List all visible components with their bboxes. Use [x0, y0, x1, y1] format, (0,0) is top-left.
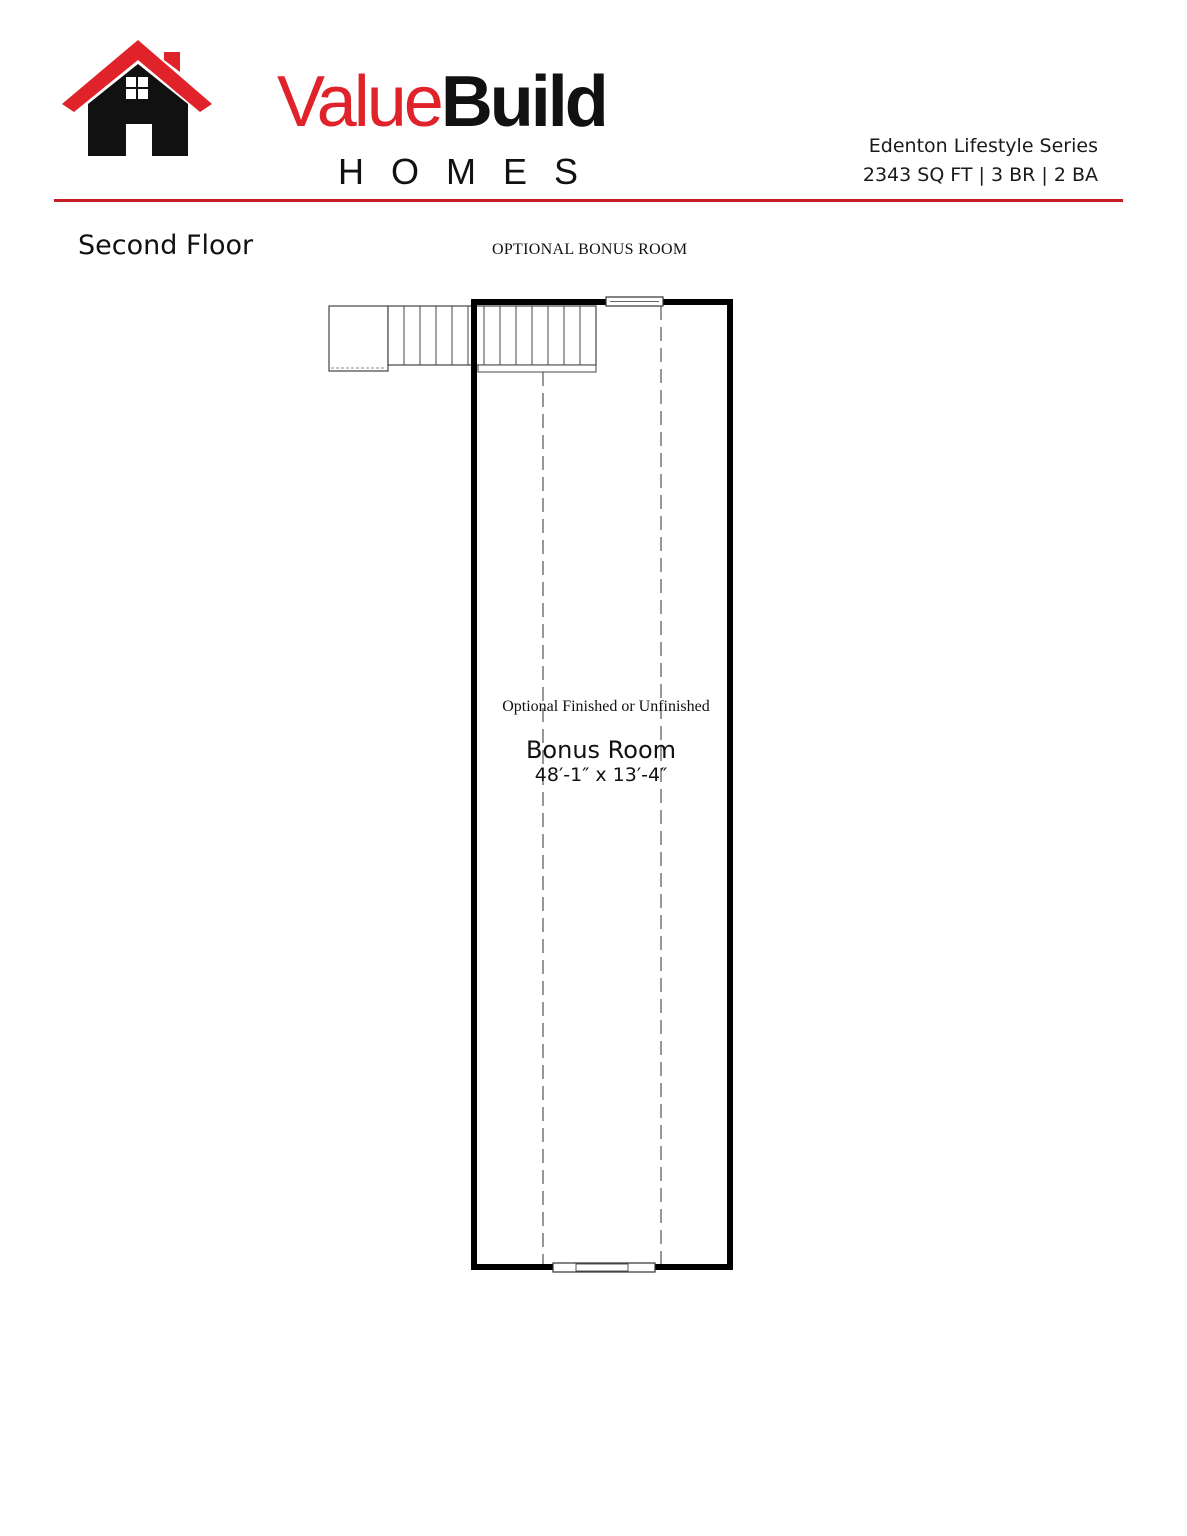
series-name: Edenton Lifestyle Series	[868, 135, 1098, 157]
bottom-window	[553, 1263, 655, 1272]
top-window	[606, 297, 663, 306]
stair-landing	[329, 306, 388, 371]
brand-tagline: HOMES	[338, 151, 606, 192]
plan-caption: OPTIONAL BONUS ROOM	[492, 241, 688, 258]
brand-name-build: Build	[440, 62, 606, 142]
room-dimensions: 48′-1″ x 13′-4″	[534, 764, 668, 786]
series-specs: 2343 SQ FT | 3 BR | 2 BA	[862, 164, 1098, 186]
brand-name-value: Value	[277, 62, 441, 142]
room-name: Bonus Room	[525, 736, 677, 764]
staircase	[388, 306, 596, 372]
floor-title: Second Floor	[78, 230, 254, 261]
room-note: Optional Finished or Unfinished	[502, 698, 710, 715]
